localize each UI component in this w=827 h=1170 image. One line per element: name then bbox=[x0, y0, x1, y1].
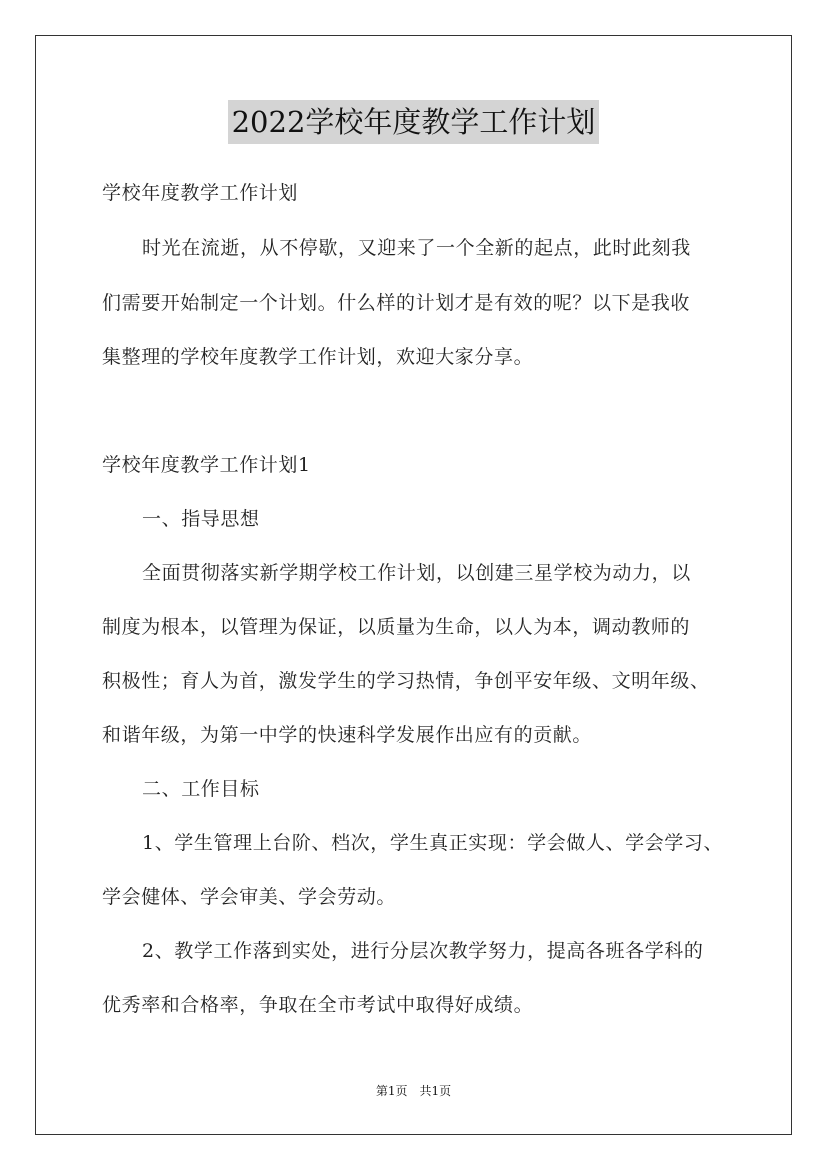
document-title: 2022学校年度教学工作计划 bbox=[228, 100, 600, 144]
intro-line-2: 们需要开始制定一个计划。什么样的计划才是有效的呢？以下是我收 bbox=[102, 292, 691, 314]
item1-line-2: 学会健体、学会审美、学会劳动。 bbox=[102, 886, 397, 908]
heading-work-goals: 二、工作目标 bbox=[142, 778, 260, 800]
para1-line-4: 和谐年级，为第一中学的快速科学发展作出应有的贡献。 bbox=[102, 724, 593, 746]
intro-line-1: 时光在流逝，从不停歇，又迎来了一个全新的起点，此时此刻我 bbox=[142, 237, 691, 259]
para1-line-2: 制度为根本，以管理为保证，以质量为生命，以人为本，调动教师的 bbox=[102, 616, 691, 638]
item1-line-1: 1、学生管理上台阶、档次，学生真正实现：学会做人、学会学习、 bbox=[142, 832, 724, 854]
intro-line-3: 集整理的学校年度教学工作计划，欢迎大家分享。 bbox=[102, 346, 534, 368]
page-total: 共1页 bbox=[419, 1084, 452, 1098]
para1-line-3: 积极性；育人为首，激发学生的学习热情，争创平安年级、文明年级、 bbox=[102, 670, 710, 692]
heading-guiding-thought: 一、指导思想 bbox=[142, 508, 260, 530]
subtitle: 学校年度教学工作计划 bbox=[102, 182, 299, 204]
page-footer bbox=[0, 1083, 827, 1099]
section-title: 学校年度教学工作计划1 bbox=[102, 454, 311, 476]
item2-line-2: 优秀率和合格率，争取在全市考试中取得好成绩。 bbox=[102, 994, 534, 1016]
page-number: 第1页 bbox=[375, 1084, 408, 1098]
item2-line-1: 2、教学工作落到实处，进行分层次教学努力，提高各班各学科的 bbox=[142, 940, 704, 962]
document-title-wrap bbox=[0, 100, 827, 144]
para1-line-1: 全面贯彻落实新学期学校工作计划，以创建三星学校为动力，以 bbox=[142, 562, 691, 584]
